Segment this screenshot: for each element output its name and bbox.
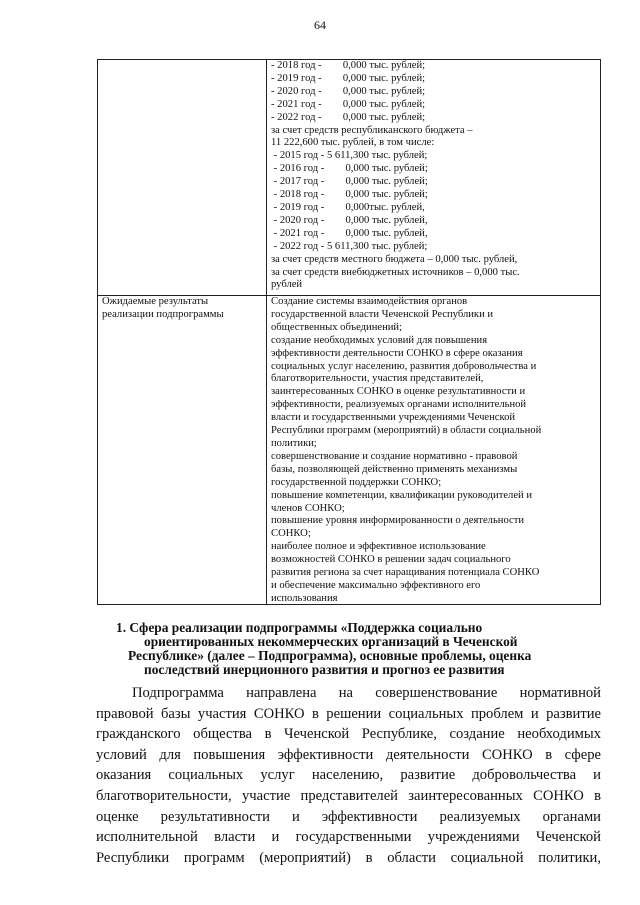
text-line: - 2019 год - 0,000 тыс. рублей; <box>271 72 426 84</box>
text-line: - 2018 год - 0,000 тыс. рублей; <box>271 189 428 201</box>
text-line: Республики программ (мероприятий) в области социальной политики, <box>96 849 601 866</box>
text-line: оказания социальных услуг населению, развитие добровольчества и <box>96 767 601 784</box>
text-line: базы, позволяющей действенно применять механизмы <box>271 463 518 475</box>
funding-cell <box>271 60 597 292</box>
text-line: - 2017 год - 0,000 тыс. рублей; <box>271 176 428 188</box>
section-heading <box>110 621 590 677</box>
text-line: членов СОНКО; <box>271 502 345 514</box>
text-line: благотворительности, участие представителей заинтересованных СОНКО в <box>96 787 601 804</box>
text-line: общественных объединений; <box>271 321 403 333</box>
text-line: Подпрограмма направлена на совершенствование нормативной <box>132 685 601 701</box>
text-line: Ожидаемые результаты <box>102 296 209 307</box>
text-line: за счет средств внебюджетных источников – 0,000 тыс. <box>271 266 520 278</box>
passport-table <box>97 59 601 605</box>
column-divider <box>266 60 267 604</box>
text-line: ориентированных некоммерческих организаций в Чеченской <box>144 634 518 649</box>
text-line: - 2022 год - 5 611,300 тыс. рублей; <box>271 240 428 252</box>
text-line: - 2018 год - 0,000 тыс. рублей; <box>271 60 426 71</box>
text-line: повышение уровня информированности о деятельности <box>271 515 525 527</box>
text-line: создание необходимых условий для повышения <box>271 334 488 346</box>
text-line: заинтересованных СОНКО в оценке результативности и <box>271 386 526 398</box>
text-line: повышение компетенции, квалификации руководителей и <box>271 489 533 501</box>
text-line: политики; <box>271 437 317 449</box>
text-line: условий для повышения эффективности деятельности СОНКО в сфере <box>96 746 601 763</box>
text-line: рублей <box>271 279 303 291</box>
text-line: Создание системы взаимодействия органов <box>271 296 468 307</box>
text-line: власти и государственными учреждениями Чеченской <box>271 412 516 424</box>
text-line: - 2020 год - 0,000 тыс. рублей, <box>271 214 428 226</box>
text-line: последствий инерционного развития и прогноз ее развития <box>144 662 505 677</box>
text-line: за счет средств республиканского бюджета – <box>271 124 473 136</box>
section-body <box>96 683 601 868</box>
text-line: возможностей СОНКО в решении задач социального <box>271 554 511 566</box>
text-line: - 2022 год - 0,000 тыс. рублей; <box>271 111 426 123</box>
text-line: - 2015 год - 5 611,300 тыс. рублей; <box>271 150 428 162</box>
text-line: оценке результативности и эффективности реализуемых органами <box>96 808 601 825</box>
text-line: 1. Сфера реализации подпрограммы «Поддержка социально <box>116 620 483 635</box>
text-line: - 2020 год - 0,000 тыс. рублей; <box>271 85 426 97</box>
text-line: 11 222,600 тыс. рублей, в том числе: <box>271 137 435 149</box>
text-line: благотворительности, участия представителей, <box>271 373 484 385</box>
text-line: - 2021 год - 0,000 тыс. рублей; <box>271 98 426 110</box>
text-line: исполнительной власти и государственными учреждениями Чеченской <box>96 829 601 846</box>
text-line: совершенствование и создание нормативно - правовой <box>271 450 518 462</box>
text-line: правовой базы участия СОНКО в решении социальных проблем и развитие <box>96 705 601 722</box>
text-line: эффективности, реализуемых органами исполнительной <box>271 399 527 411</box>
text-line: реализации подпрограммы <box>102 308 224 320</box>
text-line: за счет средств местного бюджета – 0,000 тыс. рублей, <box>271 253 518 265</box>
page-number: 64 <box>314 18 326 32</box>
text-line: и обеспечение максимально эффективного его <box>271 579 481 591</box>
text-line: эффективности деятельности СОНКО в сфере оказания <box>271 347 523 359</box>
text-line: гражданского общества в Чеченской Республике, создание необходимых <box>96 726 601 743</box>
text-line: - 2019 год - 0,000тыс. рублей, <box>271 201 425 213</box>
text-line: наиболее полное и эффективное использование <box>271 541 486 553</box>
results-label-cell <box>102 296 262 322</box>
text-line: социальных услуг населению, развития добровольчества и <box>271 360 537 372</box>
text-line: государственной поддержки СОНКО; <box>271 476 442 488</box>
text-line: СОНКО; <box>271 528 311 540</box>
text-line: развития региона за счет наращивания потенциала СОНКО <box>271 567 540 579</box>
text-line: - 2016 год - 0,000 тыс. рублей; <box>271 163 428 175</box>
results-cell <box>271 296 597 606</box>
text-line: - 2021 год - 0,000 тыс. рублей, <box>271 227 428 239</box>
text-line: Республике» (далее – Подпрограмма), основные проблемы, оценка <box>128 648 532 663</box>
text-line: использования <box>271 592 338 604</box>
text-line: Республики программ (мероприятий) в области социальной <box>271 425 542 437</box>
text-line: государственной власти Чеченской Республики и <box>271 308 494 320</box>
